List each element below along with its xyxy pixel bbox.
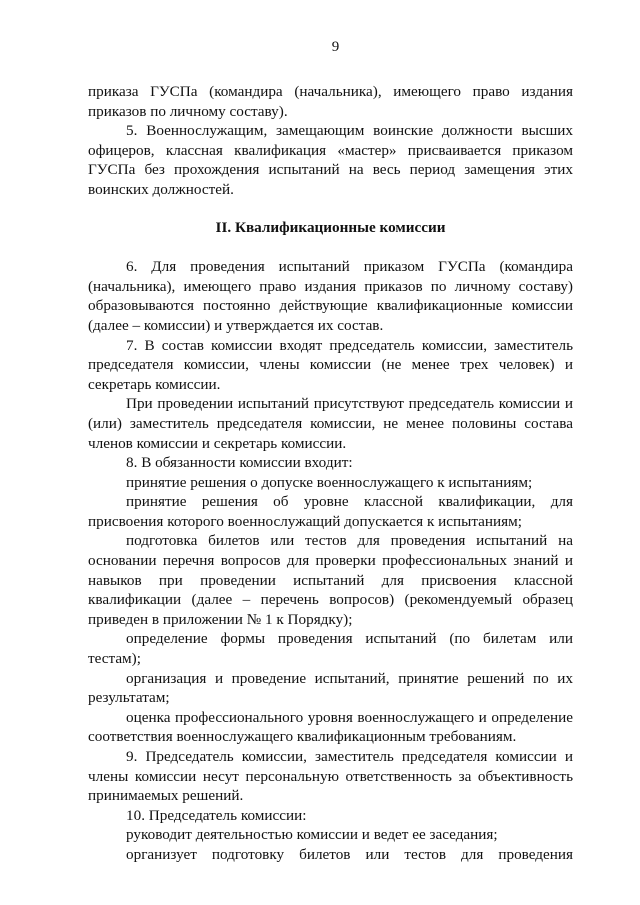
paragraph: организация и проведение испытаний, принятие решений по их результатам; [88,669,573,707]
paragraph: подготовка билетов или тестов для проведения испытаний на основании перечня вопросов для проверки профессиональных знаний и навыков при проведении испытаний для присвоения классной квалификации (далее – перечень вопросов) (рекомендуемый образец приведен в приложении № 1 к Порядку); [88,532,573,628]
paragraph: 10. Председатель комиссии: [126,806,307,824]
paragraph: оценка профессионального уровня военнослужащего и определение соответствия военнослужащего квалификационным требованиям. [88,708,573,746]
section-heading: II. Квалификационные комиссии [215,218,446,236]
paragraph: руководит деятельностью комиссии и ведет ее заседания; [126,826,498,844]
paragraph: 6. Для проведения испытаний приказом ГУСПа (командира (начальника), имеющего право издания приказов по личному составу) образовываются постоянно действующие квалификационные комиссии (далее – комиссии) и утверждается их состав. [88,258,573,334]
page-number: 9 [331,39,340,55]
paragraph: принятие решения о допуске военнослужащего к испытаниям; [126,473,533,491]
paragraph: принятие решения об уровне классной квалификации, для присвоения которого военнослужащий допускается к испытаниям; [88,493,573,530]
paragraph: 8. В обязанности комиссии входит: [126,454,353,472]
paragraph: 7. В состав комиссии входят председатель комиссии, заместитель председателя комиссии, члены комиссии (не менее трех человек) и секретарь комиссии. [88,336,573,393]
paragraph: приказа ГУСПа (командира (начальника), имеющего право издания приказов по личному составу). [88,83,573,120]
paragraph: При проведении испытаний присутствуют председатель комиссии и (или) заместитель председателя комиссии, не менее половины состава членов комиссии и секретарь комиссии. [88,395,573,452]
document-body [88,82,573,865]
paragraph: определение формы проведения испытаний (по билетам или тестам); [88,630,573,668]
paragraph: 5. Военнослужащим, замещающим воинские должности высших офицеров, классная квалификация «мастер» присваивается приказом ГУСПа без прохождения испытаний на весь период замещения этих воинских должностей. [88,122,573,198]
paragraph: организует подготовку билетов или тестов для проведения [126,845,573,863]
paragraph: 9. Председатель комиссии, заместитель председателя комиссии и члены комиссии несут персональную ответственность за объективность принимаемых решений. [88,748,573,805]
